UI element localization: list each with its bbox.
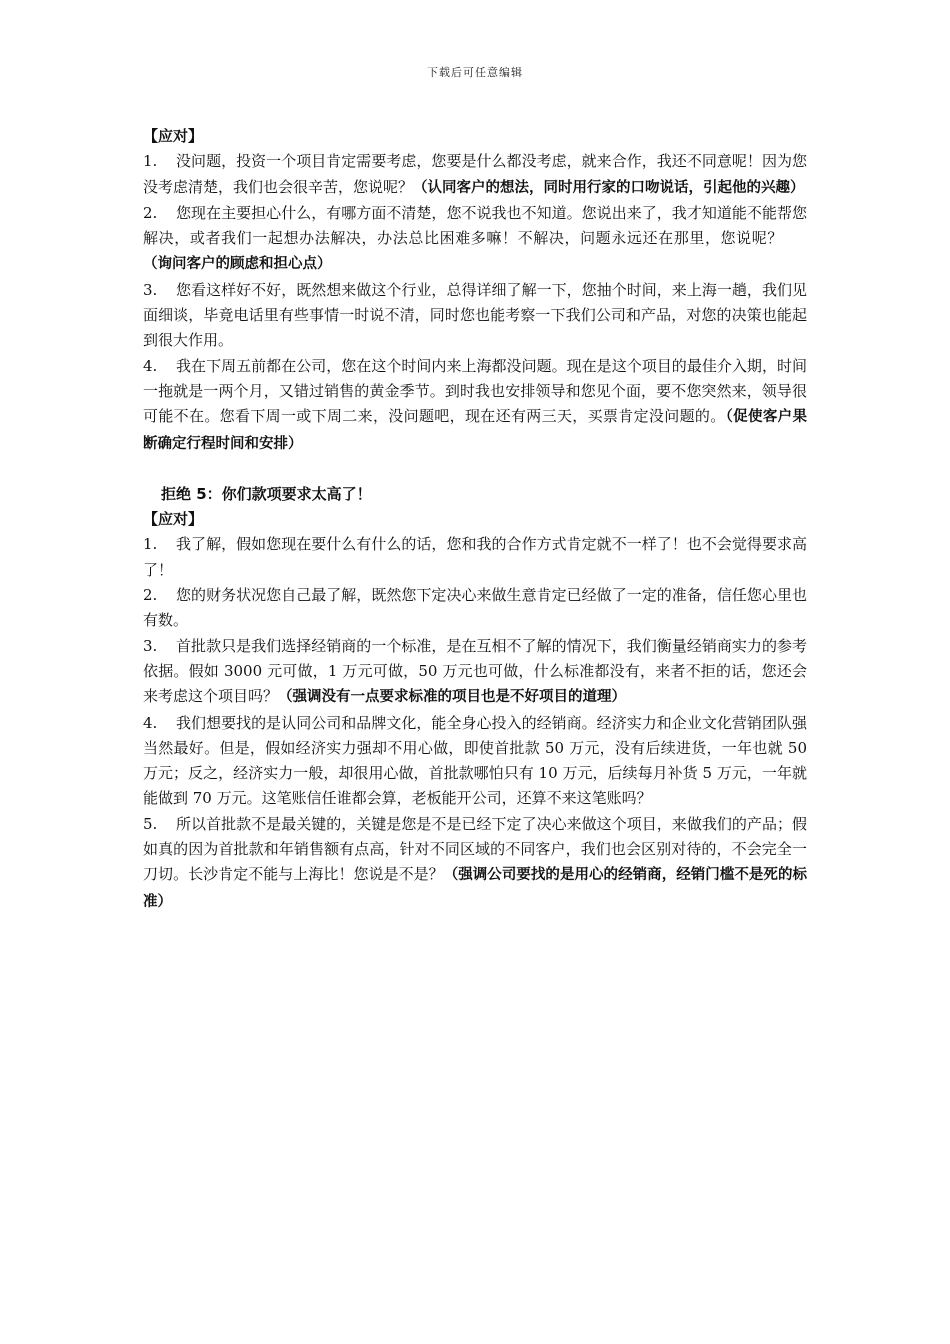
list-item	[143, 149, 807, 201]
item-note: （询问客户的顾虑和担心点）	[143, 256, 332, 273]
item-text: 没问题，投资一个项目肯定需要考虑，您要是什么都没考虑，就来合作，我还不同意呢！因为您没考虑清楚，我们也会很辛苦，您说呢？	[143, 152, 807, 196]
item-text: 首批款只是我们选择经销商的一个标准，是在互相不了解的情况下，我们衡量经销商实力的参考依据。假如 3000 元可做，1 万元可做，50 万元也可做，什么标准都没有，来者不拒的话，您还会来考虑这个项目吗？	[143, 636, 807, 706]
list-item	[143, 583, 807, 634]
list-item	[143, 711, 807, 812]
list-item	[143, 354, 807, 457]
list-item	[143, 812, 807, 915]
item-text: 所以首批款不是最关键的，关键是您是不是已经下定了决心来做这个项目，来做我们的产品；假如真的因为首批款和年销售额有点高，针对不同区域的不同客户，我们也会区别对待的，不会完全一刀切。长沙肯定不能与上海比！您说是不是？	[143, 814, 807, 884]
item-number: 3.	[143, 280, 158, 299]
item-text: 您现在主要担心什么，有哪方面不清楚，您不说我也不知道。您说出来了，我才知道能不能帮您解决，或者我们一起想办法解决，办法总比困难多嘛！不解决，问题永远还在那里，您说呢？	[143, 203, 807, 248]
item-text: 您看这样好不好，既然想来做这个行业，总得详细了解一下，您抽个时间，来上海一趟，我们见面细谈，毕竟电话里有些事情一时说不清，同时您也能考察一下我们公司和产品，对您的决策也能起到很大作用。	[143, 280, 807, 350]
list-item	[143, 634, 807, 711]
list-item	[143, 201, 807, 278]
item-text: 我了解，假如您现在要什么有什么的话，您和我的合作方式肯定就不一样了！也不会觉得要求高了！	[143, 535, 807, 579]
item-text: 我在下周五前都在公司，您在这个时间内来上海都没问题。现在是这个项目的最佳介入期，时间一拖就是一两个月，又错过销售的黄金季节。到时我也安排领导和您见个面，要不您突然来，领导很可能不在。您看下周一或下周二来，没问题吧，现在还有两三天，买票肯定没问题的。	[143, 356, 807, 426]
section-heading-response: 【应对】	[143, 127, 204, 145]
item-number: 3.	[143, 636, 158, 655]
item-note: （认同客户的想法，同时用行家的口吻说话，引起他的兴趣）	[413, 179, 805, 196]
rejection-title: 拒绝 5：你们款项要求太高了！	[161, 484, 372, 503]
item-note: （促使客户果断确定行程时间和安排）	[143, 409, 807, 452]
item-text: 我们想要找的是认同公司和品牌文化，能全身心投入的经销商。经济实力和企业文化营销团队强当然最好。但是，假如经济实力强却不用心做，即使首批款 50 万元，没有后续进货，一年也就 50 万元；反之，经济实力一般，却很用心做，首批款哪怕只有 10 万元，后续每月补货 5 万元，一年就能做到 70 万元。这笔账信任谁都会算，老板能开公司，还算不来这笔账吗？	[143, 713, 807, 808]
list-item	[143, 278, 807, 354]
item-number: 1.	[143, 535, 158, 554]
item-note: （强调公司要找的是用心的经销商，经销门槛不是死的标准）	[143, 867, 807, 910]
item-number: 2.	[143, 203, 158, 222]
item-number: 1.	[143, 152, 158, 171]
item-number: 2.	[143, 586, 158, 605]
item-note: （强调没有一点要求标准的项目也是不好项目的道理）	[278, 689, 627, 706]
item-text: 您的财务状况您自己最了解，既然您下定决心来做生意肯定已经做了一定的准备，信任您心里也有数。	[143, 586, 807, 630]
item-number: 4.	[143, 356, 158, 375]
item-number: 4.	[143, 713, 158, 732]
section-heading-response: 【应对】	[143, 510, 204, 529]
page-header: 下载后可任意编辑	[427, 66, 523, 79]
item-number: 5.	[143, 814, 158, 833]
document-body	[143, 124, 807, 915]
list-item	[143, 532, 807, 583]
